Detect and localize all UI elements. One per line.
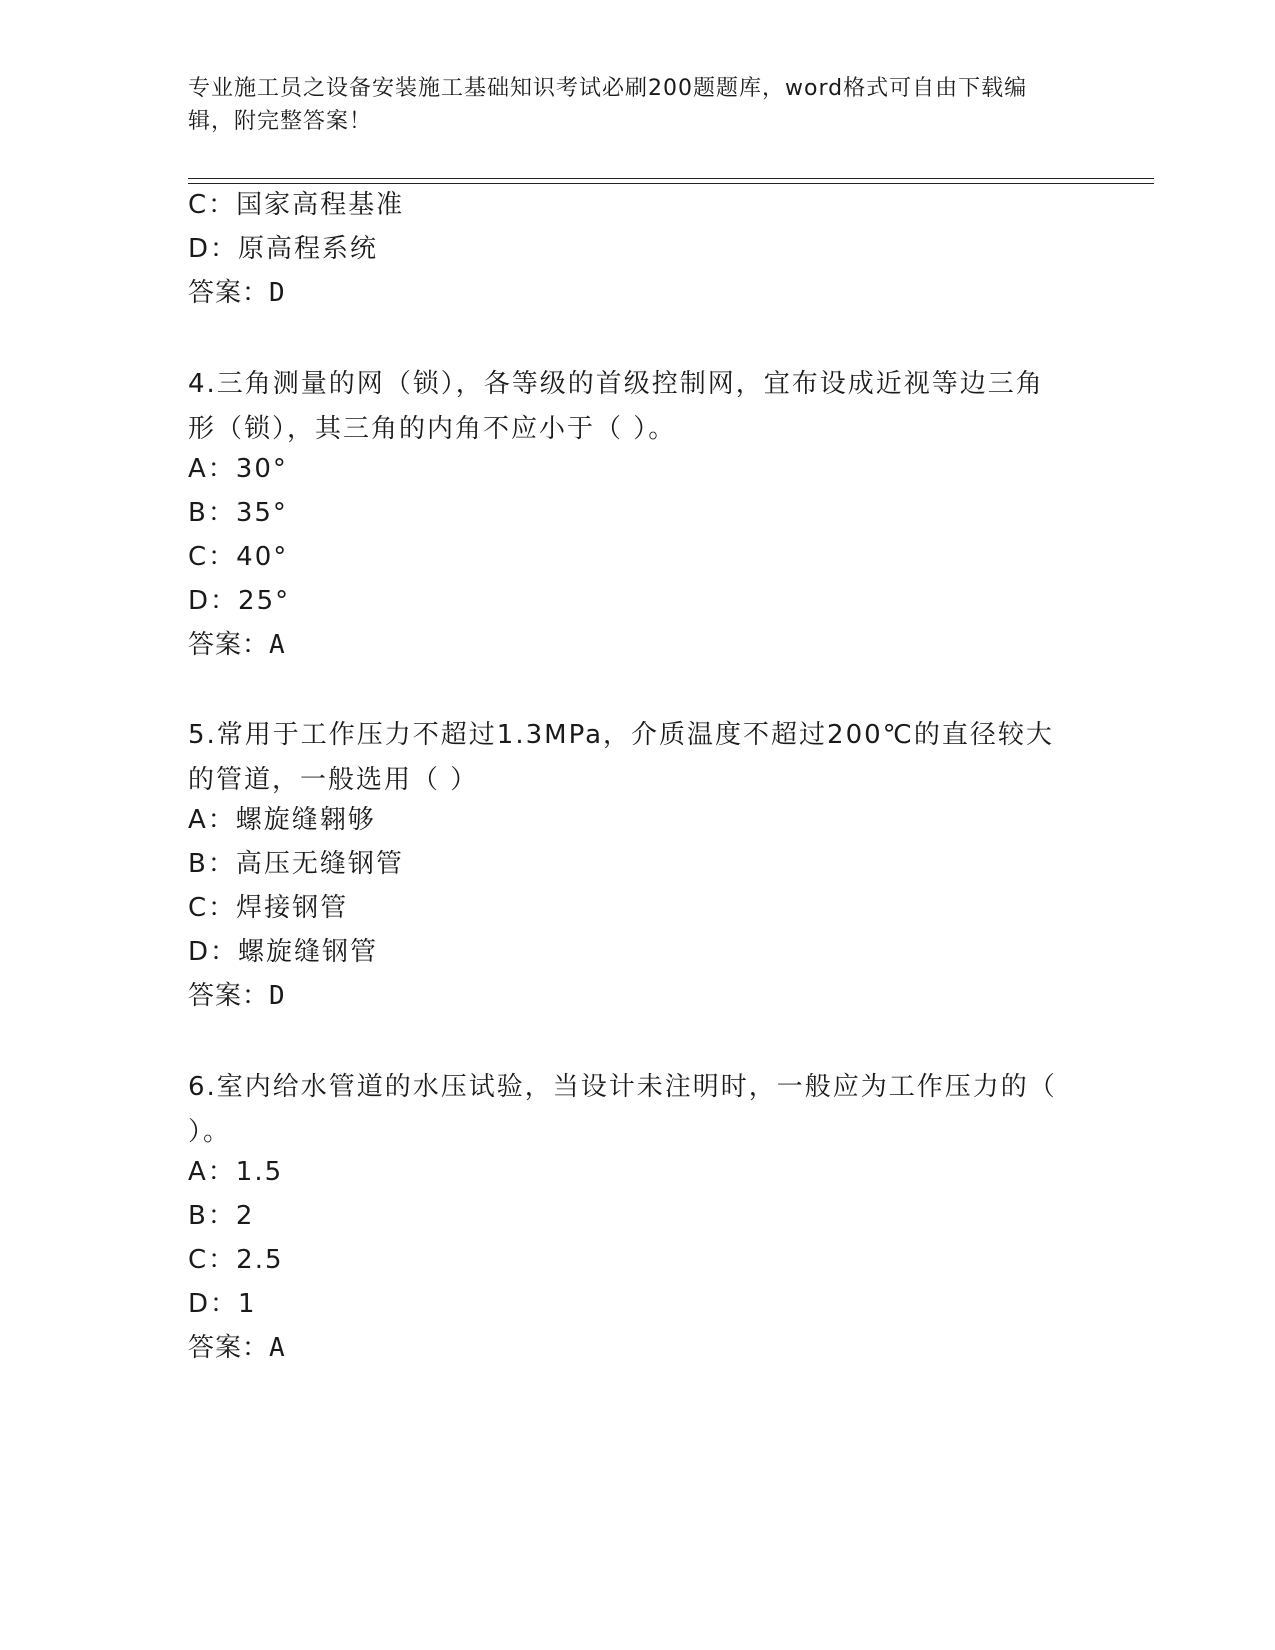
q4-option-a: A：30° <box>188 454 288 484</box>
header-divider <box>188 178 1154 179</box>
q3-answer: 答案：D <box>188 278 286 308</box>
q3-option-d: D：原高程系统 <box>188 234 379 264</box>
q6-option-b: B：2 <box>188 1201 255 1231</box>
q4-option-c: C：40° <box>188 542 289 572</box>
q4-text: 4.三角测量的网（锁），各等级的首级控制网，宜布设成近视等边三角形（锁），其三角的内角不应小于（ ）。 <box>188 369 1044 444</box>
q5-option-c: C：焊接钢管 <box>188 893 349 923</box>
q4-option-b: B：35° <box>188 498 288 528</box>
q5-answer: 答案：D <box>188 981 286 1011</box>
q4-answer: 答案：A <box>188 630 286 660</box>
document-header: 专业施工员之设备安装施工基础知识考试必刷200题题库，word格式可自由下载编辑，附完整答案！ <box>188 76 1028 134</box>
q6-option-d: D：1 <box>188 1289 257 1319</box>
q6-answer: 答案：A <box>188 1333 286 1363</box>
q6-option-a: A：1.5 <box>188 1157 284 1187</box>
header-divider-double <box>188 183 1154 184</box>
q3-option-c: C：国家高程基准 <box>188 190 405 220</box>
q5-option-a: A：螺旋缝翱够 <box>188 805 376 835</box>
q6-text: 6.室内给水管道的水压试验，当设计未注明时，一般应为工作压力的（ ）。 <box>188 1072 1057 1147</box>
q5-option-b: B：高压无缝钢管 <box>188 849 404 879</box>
q4-option-d: D：25° <box>188 586 291 616</box>
q6-option-c: C：2.5 <box>188 1245 284 1275</box>
q5-option-d: D：螺旋缝钢管 <box>188 937 379 967</box>
q5-text: 5.常用于工作压力不超过1.3MPa，介质温度不超过200℃的直径较大的管道，一般选用（ ） <box>188 720 1054 795</box>
